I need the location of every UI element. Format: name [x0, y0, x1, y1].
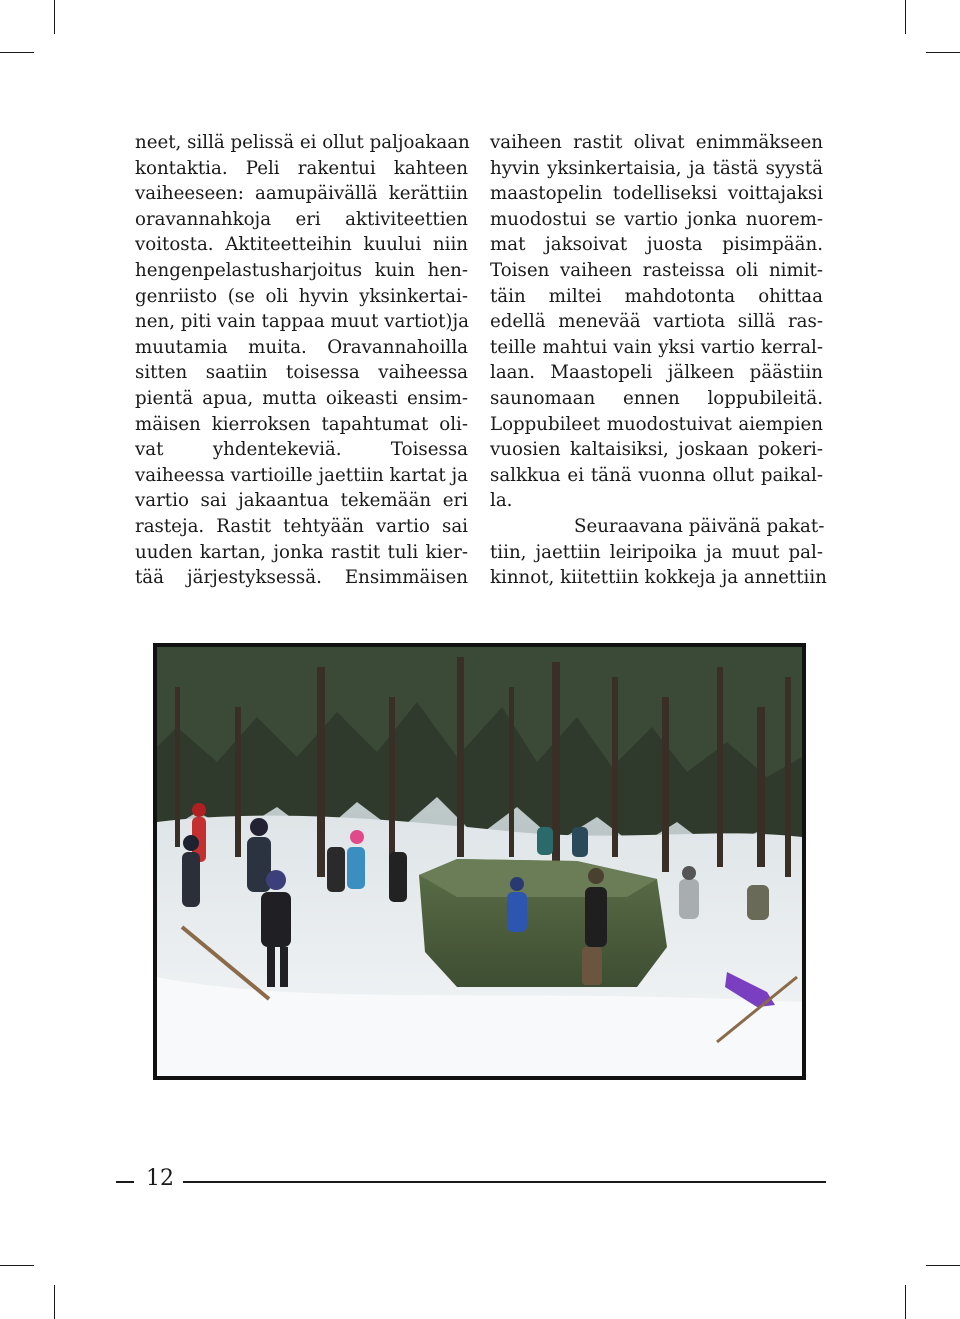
footer-rule-short: [116, 1181, 134, 1183]
text-line: genriisto (se oli hyvin yksinkertai-: [135, 285, 468, 307]
crop-mark-bottom-left-horizontal: [0, 1265, 34, 1266]
text-column-left: [135, 130, 468, 591]
crop-mark-bottom-left-vertical: [54, 1285, 55, 1319]
text-line: sitten saatiin toisessa vaiheessa: [135, 362, 468, 384]
text-line: vartio sai jakaantua tekemään eri: [135, 490, 468, 512]
crop-mark-top-right-vertical: [905, 0, 906, 34]
text-line: oravannahkoja eri aktiviteettien: [135, 208, 468, 230]
text-line: voitosta. Aktiteetteihin kuului niin: [135, 234, 468, 256]
text-line: kontaktia. Peli rakentui kahteen: [135, 157, 468, 179]
text-line: vaiheeseen: aamupäivällä kerättiin: [135, 183, 468, 205]
crop-mark-bottom-right-horizontal: [926, 1265, 960, 1266]
page-number: 12: [146, 1166, 174, 1191]
text-line: rasteja. Rastit tehtyään vartio sai: [135, 515, 468, 537]
text-line: nen, piti vain tappaa muut vartiot)ja: [135, 311, 469, 333]
text-line: salkkua ei tänä vuonna ollut paikal-: [490, 464, 823, 486]
text-line: vaiheessa vartioille jaettiin kartat ja: [135, 464, 468, 486]
text-line: Toisen vaiheen rasteissa oli nimit-: [490, 259, 823, 281]
text-line: hyvin yksinkertaisia, ja tästä syystä: [490, 157, 823, 179]
text-line: muodostui se vartio jonka nuorem-: [490, 208, 823, 230]
footer-rule-long: [183, 1181, 826, 1183]
photo-icon: [157, 647, 802, 1076]
text-line: saunomaan ennen loppubileitä.: [490, 387, 823, 409]
text-line: la.: [490, 490, 513, 512]
crop-mark-top-right-horizontal: [926, 52, 960, 53]
text-line: mäisen kierroksen tapahtumat oli-: [135, 413, 468, 435]
text-line: laan. Maastopeli jälkeen päästiin: [490, 362, 823, 384]
photo-forest-camp: [153, 643, 806, 1080]
text-line: teille mahtui vain yksi vartio kerral-: [490, 336, 823, 358]
text-line: tää järjestyksessä. Ensimmäisen: [135, 567, 468, 589]
text-line: tiin, jaettiin leiripoika ja muut pal-: [490, 541, 823, 563]
text-line: vuosien kaltaisiksi, joskaan pokeri-: [490, 439, 823, 461]
crop-mark-top-left-horizontal: [0, 52, 34, 53]
text-line: Seuraavana päivänä pakat-: [574, 515, 825, 537]
text-line: pientä apua, mutta oikeasti ensim-: [135, 387, 468, 409]
text-line: neet, sillä pelissä ei ollut paljoakaan: [135, 132, 470, 153]
text-line: täin miltei mahdotonta ohittaa: [490, 285, 823, 307]
text-line: kinnot, kiitettiin kokkeja ja annettiin: [490, 567, 827, 589]
crop-mark-top-left-vertical: [54, 0, 55, 34]
text-line: Loppubileet muodostuivat aiempien: [490, 413, 823, 435]
text-line: hengenpelastusharjoitus kuin hen-: [135, 259, 468, 281]
text-line: vaiheen rastit olivat enimmäkseen: [490, 132, 823, 153]
text-line: uuden kartan, jonka rastit tuli kier-: [135, 541, 468, 563]
text-line: mat jaksoivat juosta pisimpään.: [490, 234, 823, 256]
text-line: vat yhdentekeviä. Toisessa: [135, 439, 468, 461]
text-line: muutamia muita. Oravannahoilla: [135, 336, 468, 358]
crop-mark-bottom-right-vertical: [905, 1285, 906, 1319]
text-line: maastopelin todelliseksi voittajaksi: [490, 183, 823, 205]
text-line: edellä menevää vartiota sillä ras-: [490, 311, 823, 333]
text-column-right: [490, 130, 827, 591]
